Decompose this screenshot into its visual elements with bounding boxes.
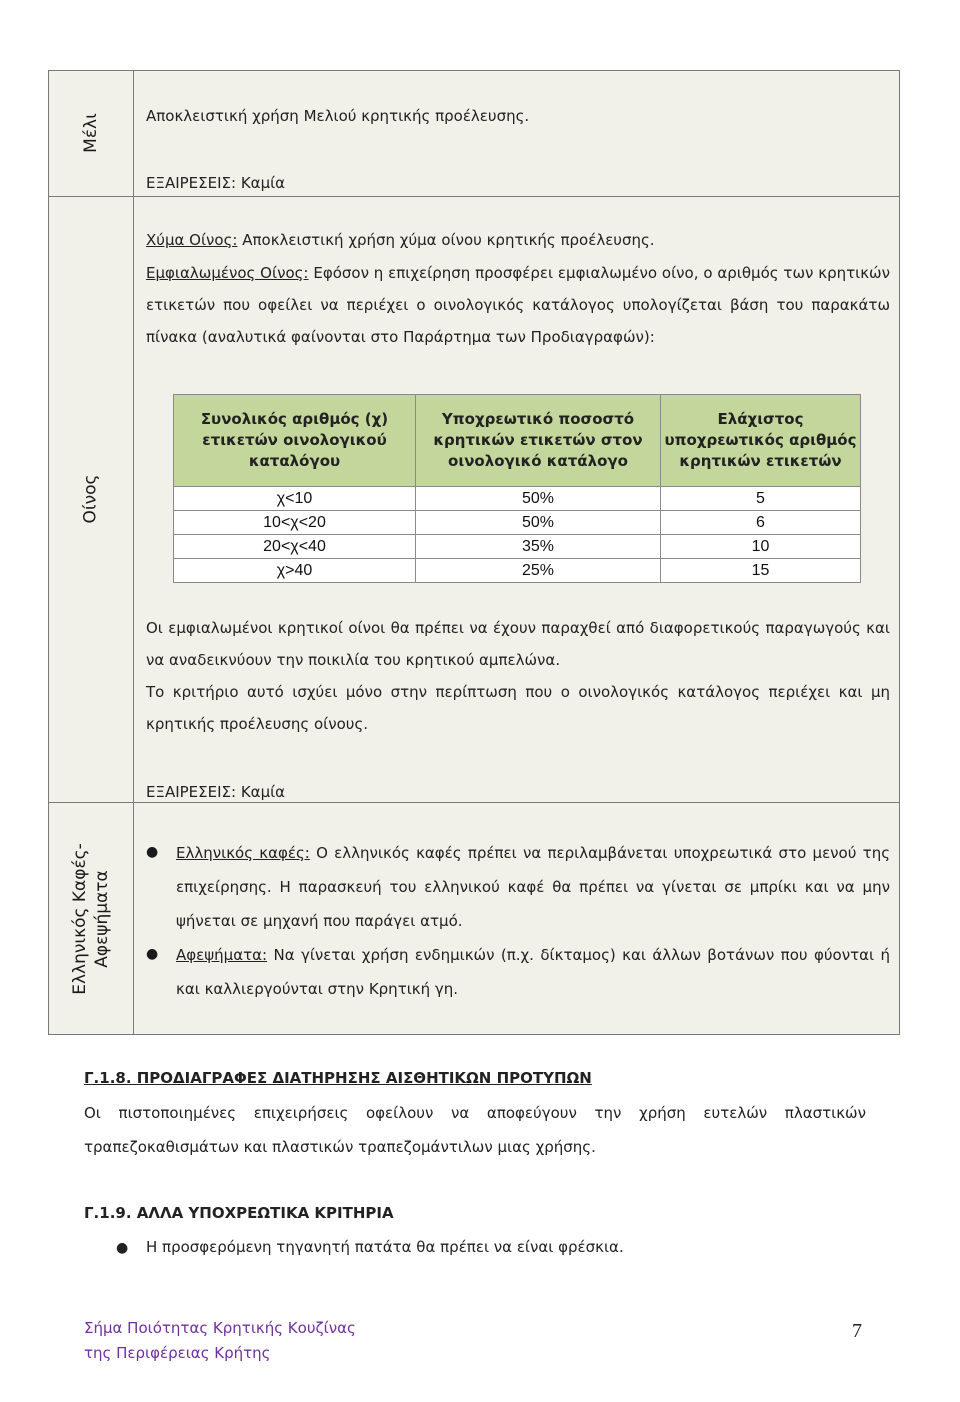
coffee-item-greek — [176, 836, 890, 938]
table-header-minimum: Ελάχιστος υποχρεωτικός αριθμός κρητικών ετικετών — [661, 395, 861, 487]
wine-bottled-paragraph — [146, 257, 890, 353]
table-cell: 6 — [661, 511, 861, 535]
wine-label-cell — [48, 196, 133, 802]
table-cell: 10 — [661, 535, 861, 559]
wine-para-producers: Οι εμφιαλωμένοι κρητικοί οίνοι θα πρέπει να έχουν παραχθεί από διαφορετικούς παραγωγούς και να αναδεικνύουν την ποικιλία του κρητικού αμπελώνα. — [146, 619, 890, 669]
wine-exceptions: ΕΞΑΙΡΕΣΕΙΣ: Καμία — [146, 783, 286, 801]
section-g18-text: Οι πιστοποιημένες επιχειρήσεις οφείλουν να αποφεύγουν την χρήση ευτελών πλαστικών τραπεζοκαθισμάτων και πλαστικών τραπεζομάντιλων μιας χρήσης. — [84, 1104, 866, 1156]
table-cell: χ<10 — [174, 487, 416, 511]
table-cell: 35% — [416, 535, 661, 559]
wine-para-criterion: Το κριτήριο αυτό ισχύει μόνο στην περίπτωση που ο οινολογικός κατάλογος περιέχει και μη κρητικής προέλευσης οίνους. — [146, 683, 890, 733]
table-header-percentage: Υποχρεωτικό ποσοστό κρητικών ετικετών στον οινολογικό κατάλογο — [416, 395, 661, 487]
wine-notes — [146, 612, 890, 740]
coffee-item2-text: Να γίνεται χρήση ενδημικών (π.χ. δίκταμος) και άλλων βοτάνων που φύονται ή και καλλιεργούνται στην Κρητική γη. — [176, 946, 890, 998]
table-row — [174, 559, 861, 583]
wine-bulk-text: Αποκλειστική χρήση χύμα οίνου κρητικής προέλευσης. — [237, 231, 655, 249]
wine-label-requirements-table — [173, 394, 861, 583]
table-cell: 15 — [661, 559, 861, 583]
table-cell: 20<χ<40 — [174, 535, 416, 559]
table-row — [174, 535, 861, 559]
table-cell: 50% — [416, 487, 661, 511]
wine-bottled-text: Εφόσον η επιχείρηση προσφέρει εμφιαλωμένο οίνο, ο αριθμός των κρητικών ετικετών που οφείλει να περιέχει ο οινολογικός κατάλογος υπολογίζεται βάση του παρακάτω πίνακα (αναλυτικά φαίνονται στο Παράρτημα των Προδιαγραφών): — [146, 264, 890, 346]
footer-line1: Σήμα Ποιότητας Κρητικής Κουζίνας — [84, 1319, 356, 1337]
row-divider — [48, 802, 900, 803]
coffee-label-line1: Ελληνικός Καφές- — [69, 842, 90, 995]
table-cell: 25% — [416, 559, 661, 583]
table-header-total: Συνολικός αριθμός (χ) ετικετών οινολογικού καταλόγου — [174, 395, 416, 487]
honey-text: Αποκλειστική χρήση Μελιού κρητικής προέλευσης. — [146, 107, 530, 125]
coffee-item1-label: Ελληνικός καφές: — [176, 844, 310, 862]
section-g19-item: Η προσφερόμενη τηγανητή πατάτα θα πρέπει να είναι φρέσκια. — [146, 1238, 624, 1256]
table-cell: 50% — [416, 511, 661, 535]
section-g18-heading — [84, 1068, 592, 1088]
section-g18-heading-text: Γ.1.8. ΠΡΟΔΙΑΓΡΑΦΕΣ ΔΙΑΤΗΡΗΣΗΣ ΑΙΣΘΗΤΙΚΩΝ ΠΡΟΤΥΠΩΝ — [84, 1069, 592, 1087]
coffee-label-cell — [48, 802, 133, 1035]
wine-bulk-label: Χύμα Οίνος: — [146, 231, 238, 249]
section-g19-heading: Γ.1.9. ΑΛΛΑ ΥΠΟΧΡΕΩΤΙΚΑ ΚΡΙΤΗΡΙΑ — [84, 1204, 394, 1222]
wine-bulk — [146, 230, 655, 250]
table-cell: 10<χ<20 — [174, 511, 416, 535]
coffee-item1-text: Ο ελληνικός καφές πρέπει να περιλαμβάνεται υποχρεωτικά στο μενού της επιχείρησης. Η παρασκευή του ελληνικού καφέ θα πρέπει να γίνεται σε μπρίκι και να μην ψήνεται σε μηχανή που παράγει ατμό. — [176, 844, 891, 930]
wine-bottled-label: Εμφιαλωμένος Οίνος: — [146, 264, 309, 282]
coffee-label-line2: Αφεψήματα — [91, 869, 112, 968]
bullet-icon: ● — [116, 1240, 129, 1256]
bullet-icon: ● — [146, 844, 159, 860]
coffee-item2-label: Αφεψήματα: — [176, 946, 268, 964]
coffee-item-infusions — [176, 938, 890, 1006]
wine-label: Οίνος — [80, 474, 101, 524]
coffee-label — [69, 843, 113, 995]
footer-line2: της Περιφέρειας Κρήτης — [84, 1344, 271, 1362]
honey-label-cell — [48, 70, 133, 196]
table-cell: χ>40 — [174, 559, 416, 583]
honey-label: Μέλι — [80, 113, 101, 153]
page-number: 7 — [852, 1320, 862, 1342]
row-divider — [48, 196, 900, 197]
table-cell: 5 — [661, 487, 861, 511]
honey-exceptions: ΕΞΑΙΡΕΣΕΙΣ: Καμία — [146, 174, 286, 192]
table-row — [174, 487, 861, 511]
table-row — [174, 511, 861, 535]
column-divider — [133, 70, 134, 1035]
bullet-icon: ● — [146, 946, 159, 962]
